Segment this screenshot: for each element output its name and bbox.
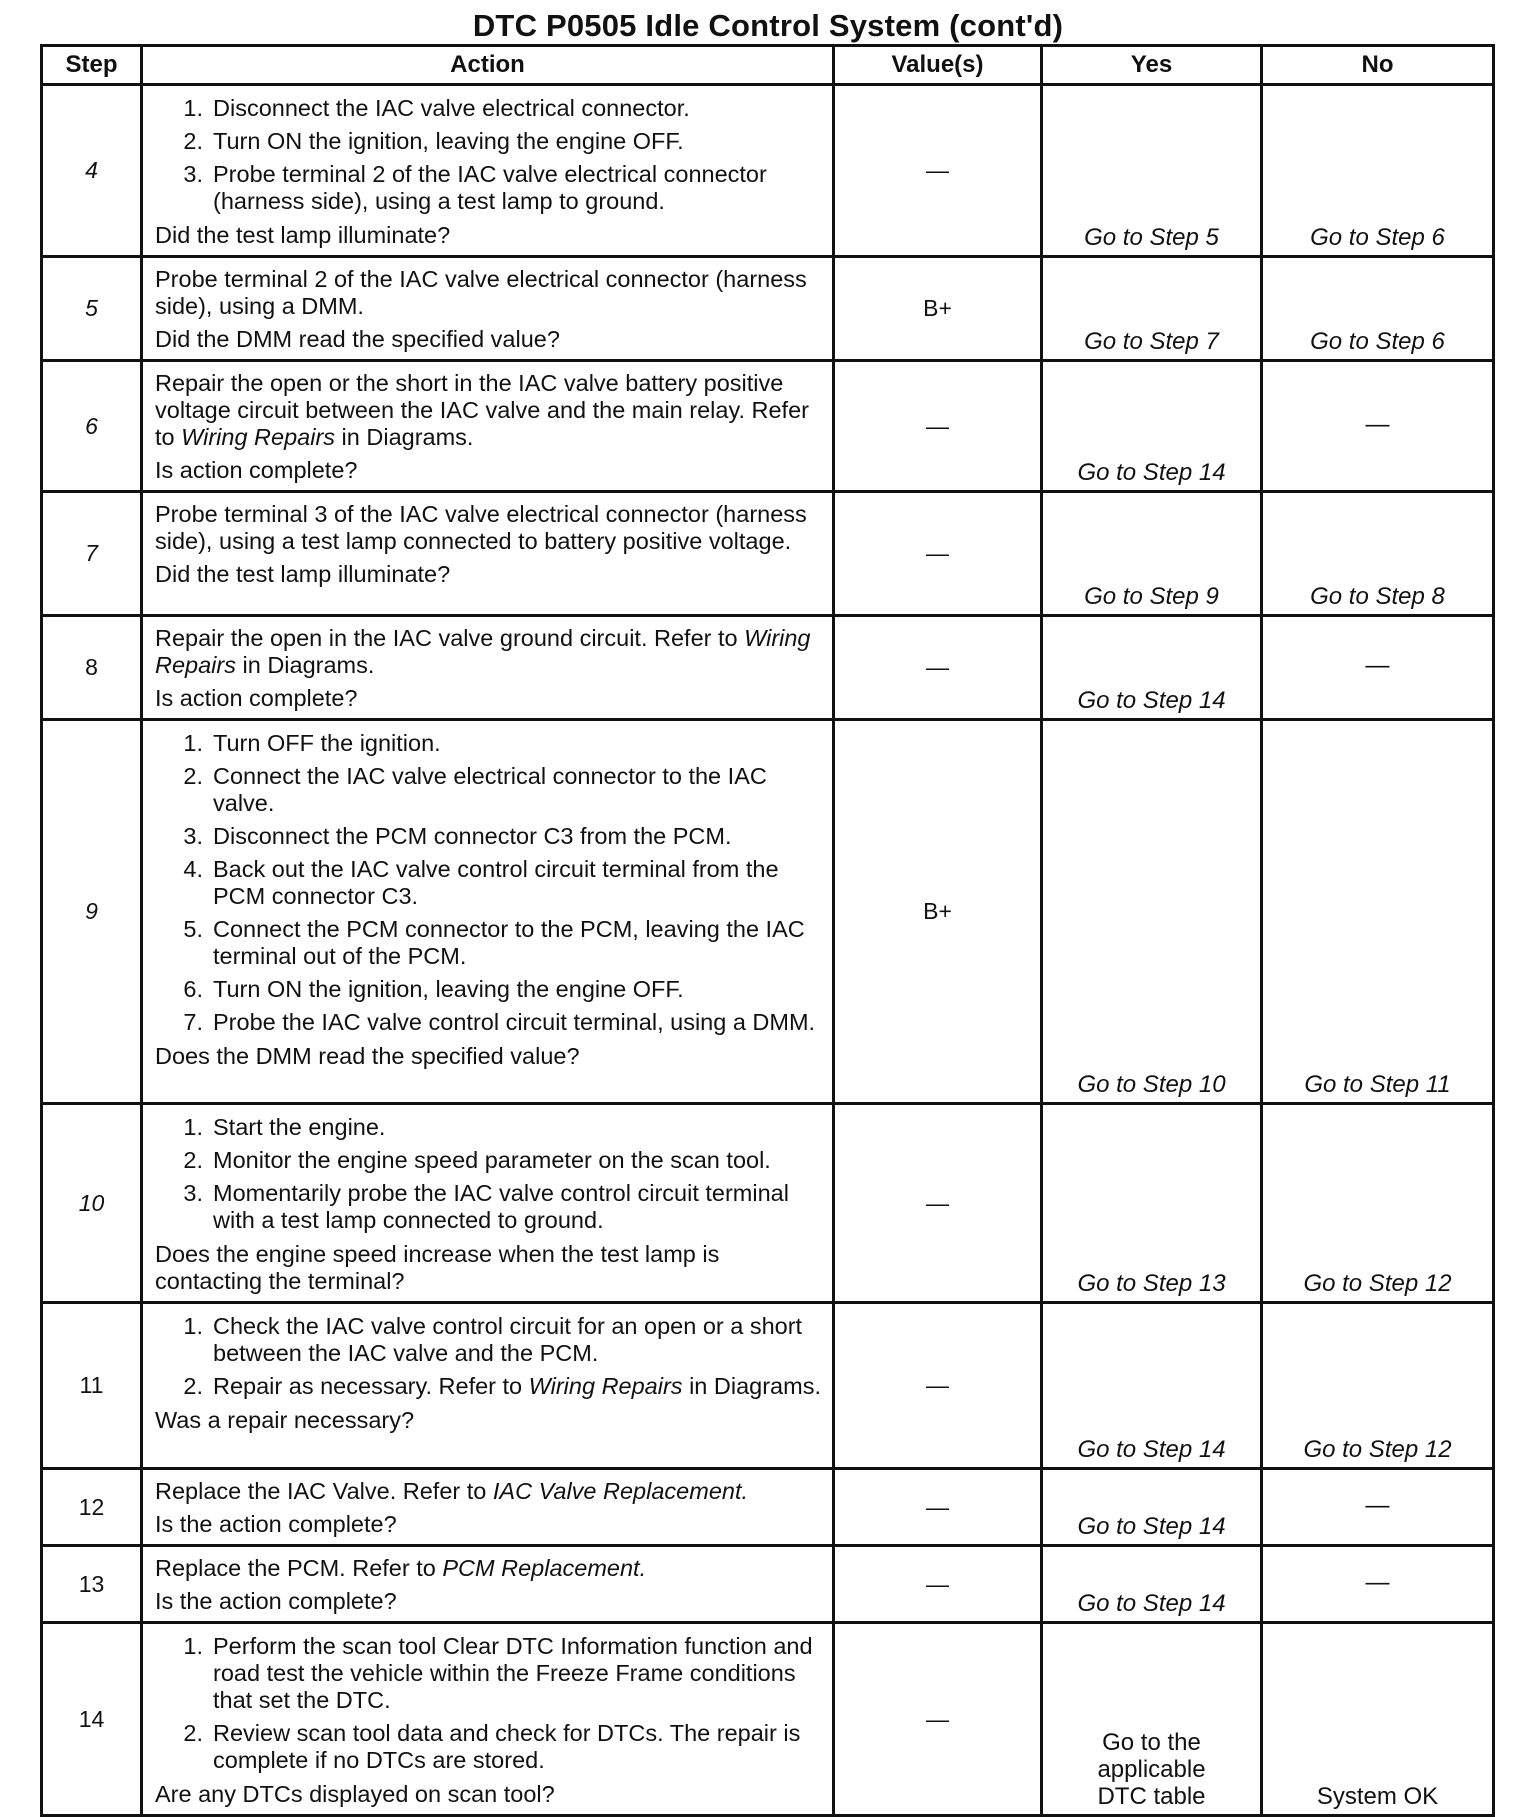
action-text-part: Repair the open or the short in the IAC valve battery positive voltage circuit between the IAC valve and the main relay. Refer to <box>155 370 809 450</box>
action-item-text <box>213 976 822 1003</box>
action-question: Does the DMM read the specified value? <box>155 1043 580 1069</box>
step-number: 7 <box>42 492 142 616</box>
action-item-number: 1. <box>183 1313 203 1339</box>
step-number: 9 <box>42 720 142 1104</box>
reference-link-text: Wiring Repairs <box>181 424 336 450</box>
action-text-part: Start the engine. <box>213 1114 386 1140</box>
action-list-item <box>155 1006 822 1039</box>
no-cell: Go to Step 11 <box>1262 720 1494 1104</box>
action-list-item <box>155 760 822 820</box>
action-text-part: Perform the scan tool Clear DTC Information function and road test the vehicle within the Freeze Frame conditions that set the DTC. <box>213 1633 813 1713</box>
action-item-text <box>213 763 822 817</box>
action-item-text <box>213 161 822 215</box>
action-item-number: 1. <box>183 95 203 121</box>
no-cell: — <box>1262 616 1494 720</box>
table-row <box>42 257 1494 361</box>
action-question: Is action complete? <box>155 685 358 711</box>
action-text-part: Replace the PCM. Refer to <box>155 1555 443 1581</box>
yes-cell: Go to Step 7 <box>1042 257 1262 361</box>
yes-cell: Go to Step 14 <box>1042 1546 1262 1623</box>
action-item-number: 3. <box>183 1180 203 1206</box>
action-cell <box>142 257 834 361</box>
step-number: 13 <box>42 1546 142 1623</box>
action-list-item <box>155 158 822 218</box>
value-cell: — <box>834 361 1042 492</box>
action-text-part: Probe terminal 2 of the IAC valve electrical connector (harness side), using a DMM. <box>155 266 807 319</box>
action-text-part: Probe terminal 3 of the IAC valve electrical connector (harness side), using a test lamp connected to battery positive voltage. <box>155 501 807 554</box>
header-no: No <box>1262 46 1494 85</box>
step-number: 8 <box>42 616 142 720</box>
action-list-item <box>155 1144 822 1177</box>
table-row <box>42 1303 1494 1469</box>
table-row <box>42 85 1494 257</box>
action-text-part: Replace the IAC Valve. Refer to <box>155 1478 493 1504</box>
action-text-part: Disconnect the IAC valve electrical connector. <box>213 95 690 121</box>
action-cell <box>142 1469 834 1546</box>
no-cell: — <box>1262 1469 1494 1546</box>
step-number: 4 <box>42 85 142 257</box>
action-item-text <box>213 1633 822 1714</box>
action-text-part: Monitor the engine speed parameter on the scan tool. <box>213 1147 771 1173</box>
action-text-part: in Diagrams. <box>235 652 375 678</box>
header-action: Action <box>142 46 834 85</box>
action-list-item <box>155 853 822 913</box>
action-item-number: 2. <box>183 1147 203 1173</box>
action-text-part: Back out the IAC valve control circuit terminal from the PCM connector C3. <box>213 856 779 909</box>
step-number: 6 <box>42 361 142 492</box>
dtc-table <box>40 44 1495 1817</box>
action-question: Did the test lamp illuminate? <box>155 561 451 587</box>
page-title: DTC P0505 Idle Control System (cont'd) <box>472 8 1064 43</box>
action-item-number: 2. <box>183 1373 203 1399</box>
step-number: 14 <box>42 1623 142 1816</box>
yes-cell: Go to Step 14 <box>1042 1303 1262 1469</box>
action-item-number: 1. <box>183 730 203 756</box>
action-item-text <box>213 916 822 970</box>
action-item-number: 3. <box>183 823 203 849</box>
reference-link-text: IAC Valve Replacement. <box>492 1478 749 1504</box>
action-cell <box>142 720 834 1104</box>
action-list-item <box>155 1310 822 1370</box>
action-item-text <box>213 128 822 155</box>
no-cell: Go to Step 6 <box>1262 85 1494 257</box>
action-text-part: Connect the PCM connector to the PCM, leaving the IAC terminal out of the PCM. <box>213 916 805 969</box>
step-number: 12 <box>42 1469 142 1546</box>
action-list-item <box>155 1177 822 1237</box>
action-list-item <box>155 92 822 125</box>
action-text-part: in Diagrams. <box>335 424 474 450</box>
action-list-item <box>155 125 822 158</box>
action-text <box>155 623 822 681</box>
value-cell: — <box>834 85 1042 257</box>
reference-link-text: Wiring Repairs <box>155 625 811 678</box>
yes-cell: Go to Step 14 <box>1042 616 1262 720</box>
action-cell <box>142 616 834 720</box>
action-text-part: Turn ON the ignition, leaving the engine OFF. <box>213 128 684 154</box>
action-list-item <box>155 1111 822 1144</box>
action-list-item <box>155 1370 822 1403</box>
action-cell <box>142 361 834 492</box>
action-item-text <box>213 1373 822 1400</box>
no-cell: Go to Step 12 <box>1262 1104 1494 1303</box>
action-question: Is action complete? <box>155 457 358 483</box>
action-text-part: Repair as necessary. Refer to <box>213 1373 529 1399</box>
value-cell: B+ <box>834 720 1042 1104</box>
action-text-part: Check the IAC valve control circuit for an open or a short between the IAC valve and the PCM. <box>213 1313 803 1366</box>
header-row <box>42 46 1494 85</box>
action-item-text <box>213 95 822 122</box>
value-cell: — <box>834 616 1042 720</box>
action-text-part: Turn OFF the ignition. <box>213 730 441 756</box>
action-item-number: 5. <box>183 916 203 942</box>
action-question: Did the DMM read the specified value? <box>155 326 560 352</box>
action-item-text <box>213 1147 822 1174</box>
action-item-text <box>213 1114 822 1141</box>
action-text-part: Repair the open in the IAC valve ground circuit. Refer to <box>155 625 745 651</box>
action-question: Does the engine speed increase when the test lamp is contacting the terminal? <box>155 1241 720 1294</box>
action-question: Is the action complete? <box>155 1511 397 1537</box>
action-text-part: Disconnect the PCM connector C3 from the PCM. <box>213 823 732 849</box>
action-question: Was a repair necessary? <box>155 1407 415 1433</box>
action-item-text <box>213 856 822 910</box>
value-cell: — <box>834 1546 1042 1623</box>
action-list-item <box>155 820 822 853</box>
action-item-text <box>213 730 822 757</box>
header-value: Value(s) <box>834 46 1042 85</box>
action-text-part: in Diagrams. <box>682 1373 821 1399</box>
reference-link-text: PCM Replacement. <box>442 1555 647 1581</box>
action-item-number: 2. <box>183 128 203 154</box>
action-item-number: 4. <box>183 856 203 882</box>
action-item-number: 2. <box>183 763 203 789</box>
no-cell: Go to Step 6 <box>1262 257 1494 361</box>
action-text-part: Turn ON the ignition, leaving the engine OFF. <box>213 976 684 1002</box>
action-cell <box>142 1546 834 1623</box>
table-row <box>42 361 1494 492</box>
action-text-part: Probe the IAC valve control circuit terminal, using a DMM. <box>213 1009 816 1035</box>
action-text-part: Review scan tool data and check for DTCs. The repair is complete if no DTCs are stored. <box>213 1720 801 1773</box>
yes-cell: Go to Step 14 <box>1042 1469 1262 1546</box>
step-number: 5 <box>42 257 142 361</box>
action-cell <box>142 1303 834 1469</box>
action-list-item <box>155 1717 822 1777</box>
action-list-item <box>155 913 822 973</box>
yes-cell: Go to Step 14 <box>1042 361 1262 492</box>
action-item-text <box>213 1180 822 1234</box>
header-step: Step <box>42 46 142 85</box>
action-list-item <box>155 727 822 760</box>
action-item-number: 6. <box>183 976 203 1002</box>
value-cell: — <box>834 1469 1042 1546</box>
step-number: 11 <box>42 1303 142 1469</box>
yes-cell: Go to Step 10 <box>1042 720 1262 1104</box>
table-row <box>42 1546 1494 1623</box>
table-row <box>42 1623 1494 1816</box>
action-item-number: 1. <box>183 1114 203 1140</box>
action-text <box>155 499 822 557</box>
no-cell: System OK <box>1262 1623 1494 1816</box>
action-item-text <box>213 1720 822 1774</box>
value-cell: — <box>834 1303 1042 1469</box>
value-cell: B+ <box>834 257 1042 361</box>
action-text-part: Momentarily probe the IAC valve control circuit terminal with a test lamp connected to ground. <box>213 1180 789 1233</box>
action-text <box>155 264 822 322</box>
action-question: Did the test lamp illuminate? <box>155 222 451 248</box>
no-cell: — <box>1262 361 1494 492</box>
action-item-text <box>213 823 822 850</box>
action-cell <box>142 85 834 257</box>
action-question: Are any DTCs displayed on scan tool? <box>155 1781 555 1807</box>
action-item-number: 1. <box>183 1633 203 1659</box>
value-cell: — <box>834 492 1042 616</box>
action-cell <box>142 492 834 616</box>
table-row <box>42 1469 1494 1546</box>
action-item-number: 7. <box>183 1009 203 1035</box>
table-row <box>42 720 1494 1104</box>
action-text <box>155 368 822 453</box>
table-body <box>42 85 1494 1816</box>
yes-cell: Go to the applicable DTC table <box>1042 1623 1262 1816</box>
action-text-part: Probe terminal 2 of the IAC valve electrical connector (harness side), using a test lamp to ground. <box>213 161 767 214</box>
action-cell <box>142 1623 834 1816</box>
action-item-text <box>213 1009 822 1036</box>
action-list-item <box>155 1630 822 1717</box>
table-row <box>42 1104 1494 1303</box>
action-question: Is the action complete? <box>155 1588 397 1614</box>
action-text <box>155 1553 822 1584</box>
action-item-number: 2. <box>183 1720 203 1746</box>
no-cell: Go to Step 8 <box>1262 492 1494 616</box>
step-number: 10 <box>42 1104 142 1303</box>
header-yes: Yes <box>1042 46 1262 85</box>
yes-cell: Go to Step 5 <box>1042 85 1262 257</box>
action-text <box>155 1476 822 1507</box>
no-cell: — <box>1262 1546 1494 1623</box>
action-cell <box>142 1104 834 1303</box>
reference-link-text: Wiring Repairs <box>528 1373 683 1399</box>
yes-cell: Go to Step 9 <box>1042 492 1262 616</box>
action-list-item <box>155 973 822 1006</box>
action-text-part: Connect the IAC valve electrical connector to the IAC valve. <box>213 763 767 816</box>
no-cell: Go to Step 12 <box>1262 1303 1494 1469</box>
action-item-text <box>213 1313 822 1367</box>
action-item-number: 3. <box>183 161 203 187</box>
value-cell: — <box>834 1623 1042 1816</box>
value-cell: — <box>834 1104 1042 1303</box>
table-row <box>42 616 1494 720</box>
yes-cell: Go to Step 13 <box>1042 1104 1262 1303</box>
table-row <box>42 492 1494 616</box>
